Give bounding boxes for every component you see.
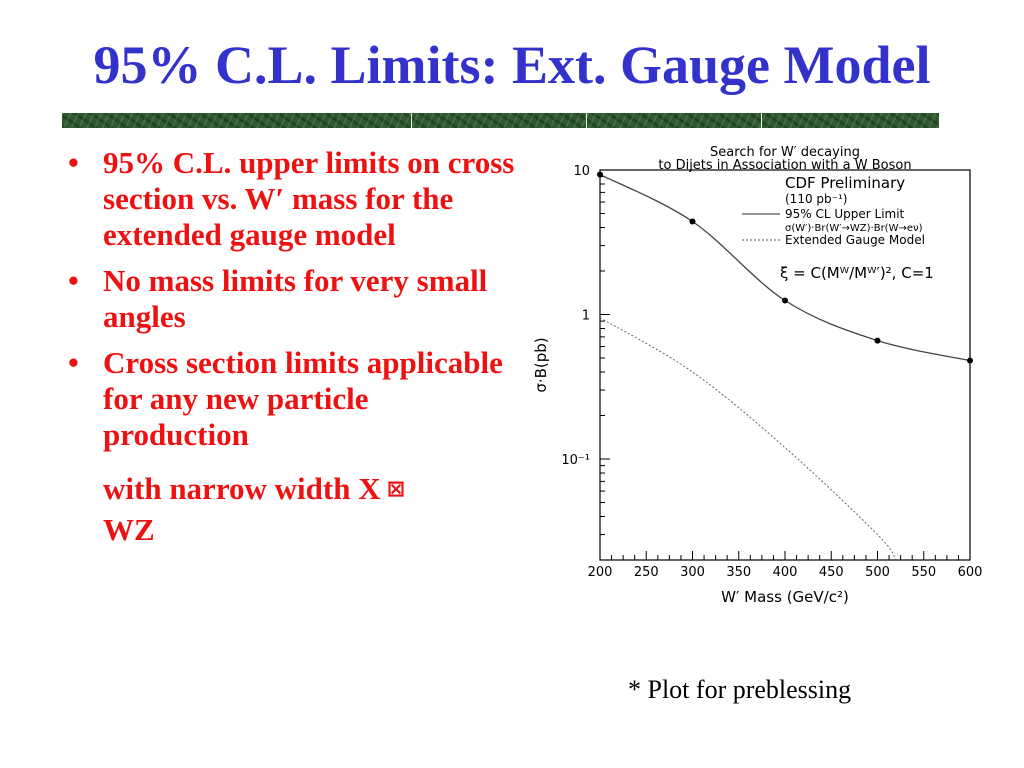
bullet-continuation	[103, 469, 518, 550]
chart-title-line-1: Search for W′ decaying	[710, 145, 860, 160]
x-tick-label: 400	[772, 565, 798, 580]
legend-header: CDF Preliminary	[785, 174, 906, 192]
data-point	[875, 338, 881, 344]
bar-separator	[411, 113, 412, 128]
x-axis-label: W′ Mass (GeV/c²)	[721, 588, 849, 606]
footnote: * Plot for preblessing	[628, 675, 852, 704]
y-axis-label: σ·B(pb)	[532, 337, 550, 393]
y-tick-label: 10⁻¹	[561, 452, 590, 468]
cross-section-limit-chart	[530, 140, 990, 615]
continuation-text-2: WZ	[103, 512, 155, 547]
bar-separator	[761, 113, 762, 128]
bullet-item	[68, 263, 518, 335]
x-tick-label: 300	[680, 565, 705, 580]
x-tick-labels	[588, 565, 983, 580]
model-curve	[600, 318, 896, 560]
y-tick-label: 10	[573, 164, 590, 179]
x-tick-label: 500	[865, 565, 890, 580]
x-tick-label: 600	[957, 565, 983, 580]
slide-title: 95% C.L. Limits: Ext. Gauge Model	[93, 35, 931, 95]
bullet-text: 95% C.L. upper limits on cross section vs. W′ mass for the extended gauge model	[103, 145, 515, 252]
bullet-text: No mass limits for very small angles	[103, 263, 488, 334]
bullet-item	[68, 145, 518, 253]
bullet-dot: •	[68, 345, 79, 380]
chart-title-line-2: to Dijets in Association with a W Boson	[658, 158, 912, 173]
data-point	[967, 358, 973, 364]
data-point	[690, 219, 696, 225]
bullet-item	[68, 345, 518, 453]
boxed-times-symbol: ⊠	[386, 477, 406, 502]
x-tick-label: 200	[587, 565, 613, 580]
legend	[742, 174, 934, 282]
legend-lumi: (110 pb⁻¹)	[785, 192, 848, 206]
y-tick-labels	[561, 164, 590, 468]
bullet-list	[68, 145, 518, 550]
title-divider-bar	[62, 113, 939, 128]
legend-entry-model: Extended Gauge Model	[785, 233, 925, 247]
legend-entry-limit: 95% CL Upper Limit	[785, 207, 905, 221]
continuation-text: with narrow width X	[103, 471, 381, 506]
x-tick-label: 350	[726, 565, 752, 580]
bullet-text: Cross section limits applicable for any new particle production	[103, 345, 503, 452]
bullet-dot: •	[68, 145, 79, 180]
x-tick-label: 450	[818, 565, 844, 580]
bullet-dot: •	[68, 263, 79, 298]
x-tick-label: 550	[911, 565, 937, 580]
legend-xi-formula: ξ = C(Mᵂ/Mᵂ′)², C=1	[780, 264, 934, 282]
legend-entry-formula: σ(W′)·Br(W′→WZ)·Br(W→eν)	[785, 223, 923, 234]
data-point	[782, 297, 788, 303]
bar-separator	[586, 113, 587, 128]
data-point	[597, 172, 603, 178]
x-tick-label: 250	[633, 565, 659, 580]
y-tick-label: 1	[581, 308, 590, 324]
